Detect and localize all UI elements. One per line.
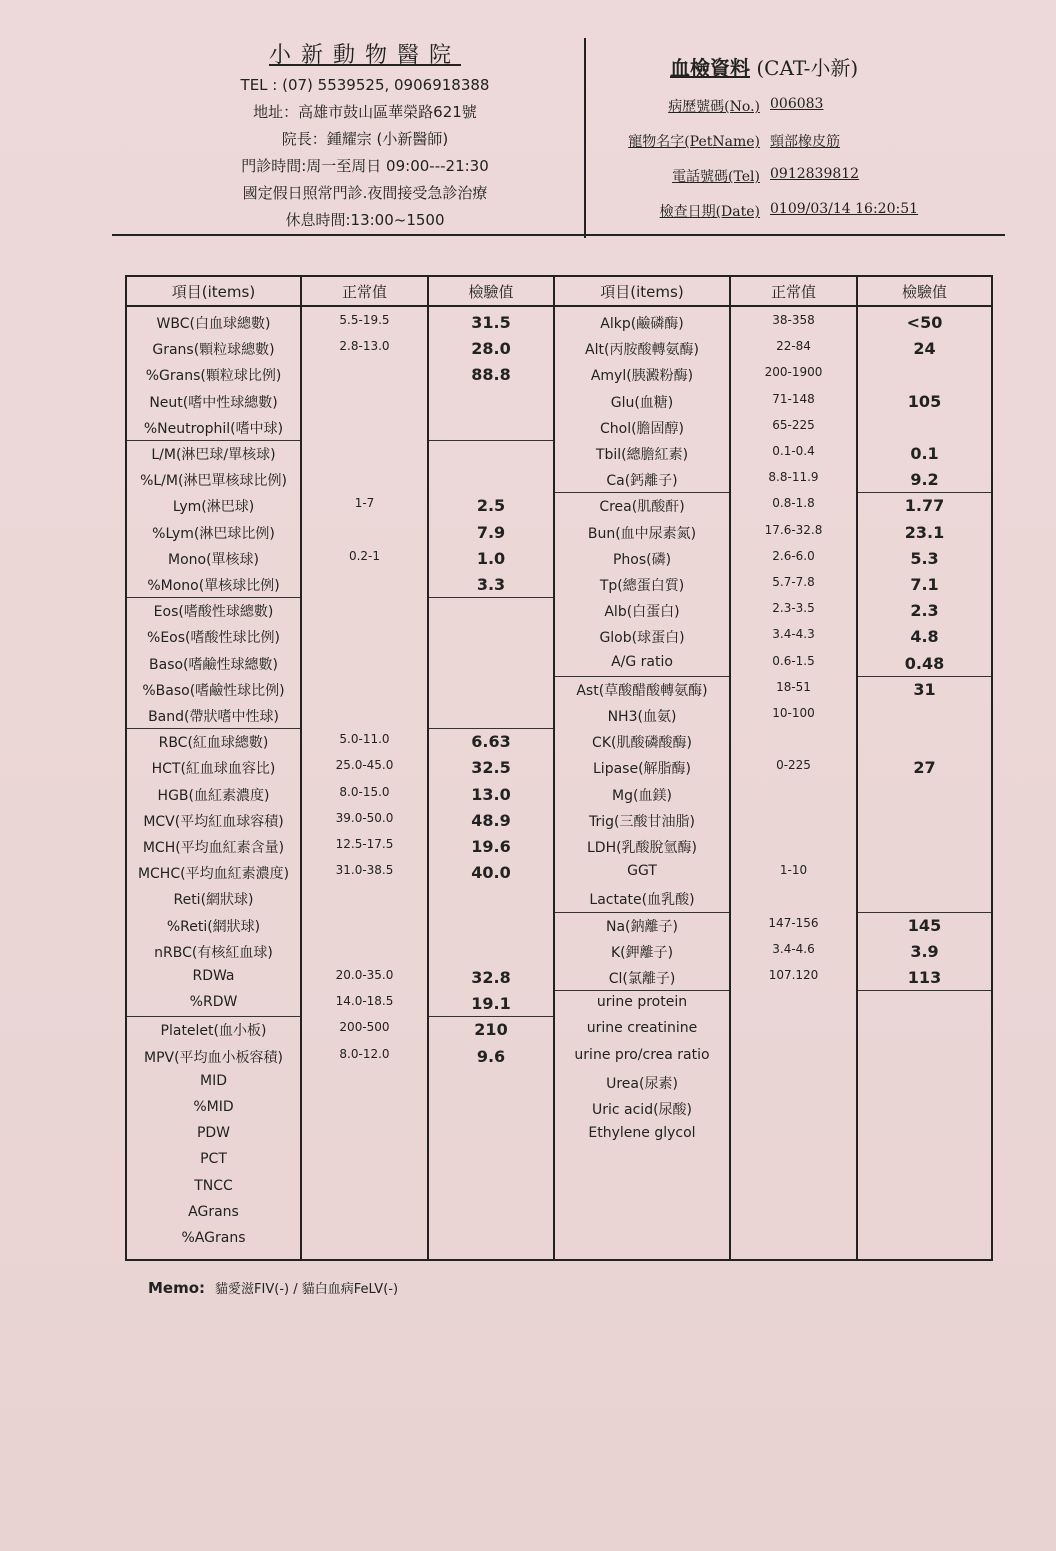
- left-normal-range: 5.0-11.0: [339, 732, 390, 747]
- header-normal-left: 正常值: [301, 276, 428, 306]
- right-normal-range: 200-1900: [764, 365, 823, 380]
- left-item-label: HGB(血紅素濃度): [157, 787, 270, 804]
- right-normal-range: 71-148: [772, 391, 815, 406]
- right-test-value: <50: [906, 313, 943, 332]
- left-item-label: AGrans: [188, 1203, 239, 1220]
- right-item-label: Tbil(總膽紅素): [595, 447, 689, 463]
- left-item-label: Eos(嗜酸性球總數): [153, 604, 274, 621]
- left-item-label: PCT: [200, 1151, 227, 1168]
- left-value-column: [429, 307, 553, 1259]
- right-item-label: Bun(血中尿素氮): [587, 525, 697, 542]
- left-item-label: MCV(平均紅血球容積): [143, 813, 284, 830]
- right-test-value: 23.1: [904, 522, 945, 542]
- right-item-label: Alkp(鹼磷酶): [600, 316, 684, 332]
- left-item-label: MPV(平均血小板容積): [143, 1049, 284, 1066]
- group-divider: [127, 728, 300, 729]
- right-test-value: 7.1: [910, 575, 939, 594]
- right-normal-range: 22-84: [776, 339, 811, 354]
- clinic-break: 休息時間:13:00~1500: [285, 211, 445, 229]
- left-item-label: Platelet(血小板): [160, 1023, 267, 1040]
- left-test-value: 9.6: [476, 1046, 506, 1066]
- left-item-label: %Lym(淋巴球比例): [152, 525, 275, 542]
- clinic-hours: 門診時間:周一至周日 09:00---21:30: [241, 157, 489, 175]
- right-normal-range: 147-156: [768, 915, 819, 930]
- left-test-value: 210: [474, 1020, 508, 1040]
- right-normal-range: 0-225: [776, 758, 811, 773]
- left-normal-range: 31.0-38.5: [335, 863, 394, 878]
- right-normal-range: 0.1-0.4: [772, 444, 815, 458]
- right-item-label: Glu(血糖): [610, 394, 674, 411]
- left-item-label: %Baso(嗜鹼性球比例): [142, 682, 285, 699]
- group-divider: [555, 990, 729, 991]
- left-item-label: MCHC(平均血紅素濃度): [137, 866, 290, 883]
- right-normal-range: 38-358: [772, 313, 815, 327]
- right-normal-range: 0.8-1.8: [772, 496, 815, 511]
- header-divider-horizontal: [112, 234, 1005, 236]
- right-value-column: [858, 307, 991, 1259]
- left-item-label: Mono(單核球): [167, 551, 259, 568]
- left-normal-column: [302, 307, 427, 1259]
- left-test-value: 32.5: [471, 758, 511, 778]
- left-test-value: 32.8: [471, 968, 511, 987]
- group-divider: [555, 912, 729, 913]
- right-items-column: [555, 307, 729, 1259]
- left-test-value: 3.3: [476, 575, 506, 594]
- right-normal-range: 17.6-32.8: [764, 522, 823, 537]
- left-item-label: Reti(網狀球): [173, 892, 254, 909]
- left-normal-range: 39.0-50.0: [335, 810, 394, 825]
- left-normal-range: 2.8-13.0: [339, 339, 390, 354]
- right-item-label: CK(肌酸磷酸酶): [592, 735, 692, 752]
- group-divider: [429, 440, 553, 441]
- left-item-label: RBC(紅血球總數): [158, 735, 269, 752]
- left-test-value: 13.0: [471, 784, 511, 804]
- right-item-label: Na(鈉離子): [606, 918, 678, 935]
- left-item-label: WBC(白血球總數): [156, 316, 271, 332]
- right-test-value: 24: [913, 339, 936, 359]
- group-divider: [555, 492, 729, 493]
- left-normal-range: 1-7: [354, 496, 375, 511]
- memo-text: 貓愛滋FIV(-) / 貓白血病FeLV(-): [215, 1282, 399, 1297]
- left-test-value: 40.0: [471, 863, 511, 883]
- header-value-left: 檢驗值: [428, 276, 554, 306]
- left-normal-range: 25.0-45.0: [335, 758, 394, 773]
- left-normal-range: 0.2-1: [348, 548, 381, 563]
- header-divider-vertical: [584, 38, 586, 238]
- header-value-right: 檢驗值: [857, 276, 992, 306]
- right-test-value: 31: [913, 679, 936, 699]
- right-test-value: 4.8: [910, 627, 939, 647]
- left-item-label: %Neutrophil(嗜中球): [143, 420, 284, 437]
- right-normal-range: 3.4-4.6: [772, 941, 815, 956]
- report-title: 血檢資料 (CAT-小新): [670, 56, 859, 80]
- left-item-label: %Mono(單核球比例): [147, 578, 280, 594]
- header-items-left: 項目(items): [126, 276, 301, 306]
- left-test-value: 28.0: [471, 339, 511, 359]
- right-normal-range: 2.6-6.0: [772, 548, 815, 563]
- right-normal-range: 5.7-7.8: [772, 575, 815, 589]
- right-normal-range: 1-10: [779, 863, 808, 878]
- clinic-tel: TEL : (07) 5539525, 0906918388: [240, 76, 490, 94]
- right-item-label: urine pro/crea ratio: [574, 1046, 710, 1063]
- clinic-holiday: 國定假日照常門診.夜間接受急診治療: [242, 184, 488, 202]
- left-test-value: 31.5: [471, 313, 511, 332]
- left-item-label: %Grans(顆粒球比例): [145, 368, 282, 385]
- memo-label: Memo:: [148, 1279, 206, 1297]
- left-item-label: HCT(紅血球血容比): [151, 761, 276, 778]
- right-item-label: GGT: [627, 863, 657, 880]
- group-divider: [858, 492, 991, 493]
- left-test-value: 7.9: [476, 522, 506, 542]
- right-normal-range: 18-51: [776, 679, 811, 694]
- clinic-address: 地址：高雄市鼓山區華榮路621號: [253, 103, 477, 121]
- right-normal-range: 8.8-11.9: [768, 470, 819, 485]
- left-test-value: 6.63: [471, 732, 511, 752]
- right-test-value: 105: [907, 391, 942, 411]
- group-divider: [429, 1016, 553, 1017]
- right-item-label: K(鉀離子): [610, 944, 674, 961]
- right-item-label: Cl(氯離子): [608, 971, 676, 987]
- group-divider: [858, 990, 991, 991]
- left-item-label: TNCC: [194, 1177, 233, 1194]
- group-divider: [429, 597, 553, 598]
- right-item-label: Amyl(胰澱粉酶): [590, 368, 694, 385]
- right-item-label: Ethylene glycol: [588, 1125, 696, 1142]
- right-item-label: Uric acid(尿酸): [591, 1102, 693, 1118]
- left-items-column: [127, 307, 300, 1259]
- right-item-label: LDH(乳酸脫氫酶): [586, 840, 698, 856]
- right-item-label: Ca(鈣離子): [606, 473, 678, 490]
- right-test-value: 145: [907, 915, 942, 935]
- header-items-right: 項目(items): [554, 276, 730, 306]
- right-item-label: Phos(磷): [612, 551, 672, 568]
- left-normal-range: 5.5-19.5: [339, 313, 390, 327]
- right-test-value: 2.3: [910, 601, 939, 621]
- left-item-label: Baso(嗜鹼性球總數): [149, 656, 278, 673]
- right-normal-range: 65-225: [772, 417, 815, 432]
- right-normal-range: 107.120: [768, 968, 819, 982]
- right-test-value: 9.2: [910, 470, 939, 490]
- left-test-value: 19.6: [471, 837, 511, 856]
- right-item-label: Urea(尿素): [606, 1075, 678, 1092]
- group-divider: [429, 728, 553, 729]
- left-item-label: %Eos(嗜酸性球比例): [147, 630, 280, 647]
- right-item-label: Lipase(解脂酶): [593, 761, 691, 778]
- right-test-value: 1.77: [904, 496, 945, 516]
- left-normal-range: 12.5-17.5: [335, 837, 394, 851]
- left-test-value: 1.0: [476, 548, 506, 568]
- left-test-value: 88.8: [471, 365, 511, 385]
- right-normal-range: 0.6-1.5: [772, 653, 815, 668]
- right-item-label: Tp(總蛋白質): [599, 578, 685, 594]
- group-divider: [555, 676, 729, 677]
- right-item-label: urine creatinine: [586, 1020, 698, 1037]
- memo: [148, 1278, 398, 1297]
- group-divider: [858, 676, 991, 677]
- right-item-label: urine protein: [596, 994, 688, 1011]
- right-item-label: Ast(草酸醋酸轉氨酶): [576, 682, 708, 699]
- left-item-label: Lym(淋巴球): [172, 499, 255, 516]
- clinic-name: 小新動物醫院: [268, 43, 461, 68]
- left-normal-range: 14.0-18.5: [335, 994, 394, 1009]
- right-item-label: A/G ratio: [611, 653, 673, 670]
- left-item-label: Neut(嗜中性球總數): [149, 394, 278, 411]
- header-normal-right: 正常值: [730, 276, 857, 306]
- clinic-header: [195, 40, 535, 234]
- right-test-value: 3.9: [910, 941, 939, 961]
- group-divider: [127, 1016, 300, 1017]
- left-item-label: %Reti(網狀球): [166, 918, 261, 935]
- left-item-label: %MID: [193, 1099, 234, 1115]
- left-normal-range: 8.0-12.0: [339, 1046, 390, 1061]
- left-item-label: RDWa: [192, 968, 235, 984]
- group-divider: [127, 440, 300, 441]
- group-divider: [127, 597, 300, 598]
- left-item-label: %RDW: [189, 994, 238, 1011]
- right-normal-range: 3.4-4.3: [772, 627, 815, 642]
- right-item-label: Alt(丙胺酸轉氨酶): [585, 342, 699, 359]
- right-item-label: Mg(血鎂): [612, 787, 672, 804]
- right-normal-range: 10-100: [772, 706, 815, 720]
- group-divider: [858, 912, 991, 913]
- left-item-label: L/M(淋巴球/單核球): [151, 447, 276, 463]
- left-item-label: %L/M(淋巴單核球比例): [140, 473, 287, 490]
- left-item-label: %AGrans: [181, 1230, 246, 1246]
- left-test-value: 2.5: [476, 496, 506, 516]
- right-item-label: Chol(膽固醇): [599, 420, 685, 437]
- left-test-value: 48.9: [471, 810, 511, 830]
- left-normal-range: 8.0-15.0: [339, 784, 390, 799]
- right-test-value: 27: [913, 758, 936, 778]
- right-test-value: 113: [907, 968, 942, 987]
- left-item-label: PDW: [196, 1125, 231, 1142]
- right-normal-column: [731, 307, 856, 1259]
- left-item-label: nRBC(有核紅血球): [154, 944, 273, 961]
- left-normal-range: 200-500: [339, 1020, 390, 1035]
- right-test-value: 5.3: [910, 548, 939, 568]
- left-item-label: MID: [200, 1072, 227, 1089]
- left-test-value: 19.1: [471, 994, 511, 1014]
- right-test-value: 0.1: [910, 444, 939, 463]
- right-item-label: NH3(血氨): [607, 709, 677, 725]
- lab-results-table: [125, 275, 993, 1261]
- right-normal-range: 2.3-3.5: [772, 601, 815, 616]
- left-item-label: Band(帶狀嗜中性球): [148, 709, 279, 725]
- right-item-label: Glob(球蛋白): [599, 630, 685, 647]
- right-item-label: Trig(三酸甘油脂): [589, 813, 695, 830]
- right-test-value: 0.48: [904, 653, 945, 673]
- left-item-label: Grans(顆粒球總數): [152, 342, 275, 359]
- right-item-label: Crea(肌酸酐): [599, 499, 685, 516]
- left-item-label: MCH(平均血紅素含量): [142, 840, 285, 856]
- left-normal-range: 20.0-35.0: [335, 968, 394, 982]
- clinic-director: 院長：鍾耀宗 (小新醫師): [281, 130, 449, 148]
- right-item-label: Alb(白蛋白): [604, 604, 680, 621]
- right-item-label: Lactate(血乳酸): [589, 892, 695, 909]
